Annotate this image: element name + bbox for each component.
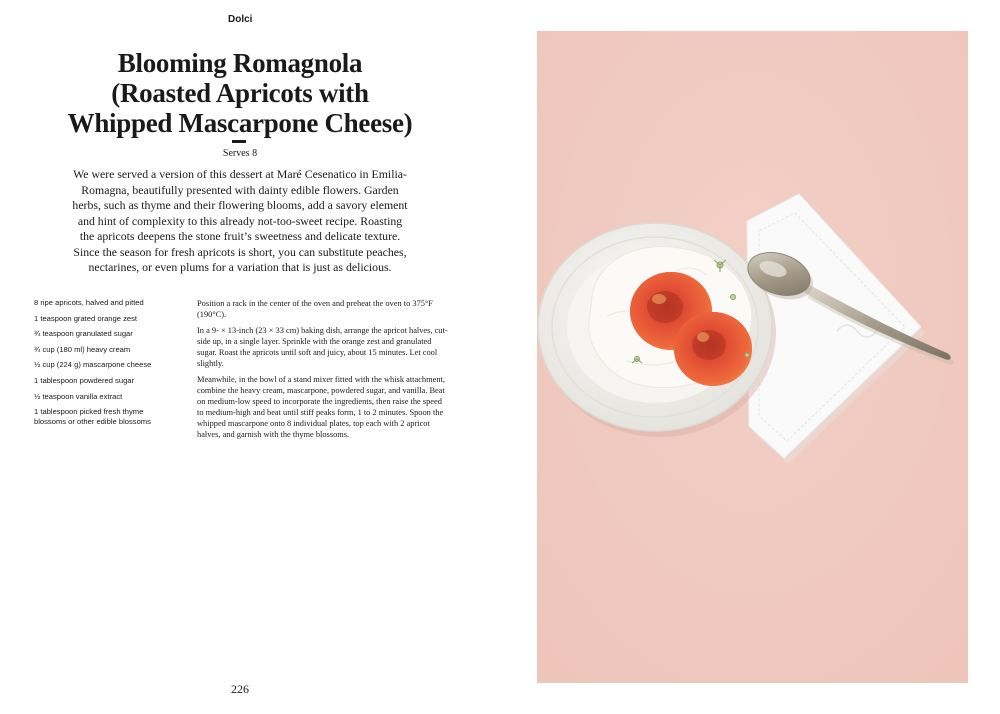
section-label: Dolci [228, 14, 253, 25]
intro-line: We were served a version of this dessert at Maré Cesenatico in Emilia- [73, 167, 407, 181]
intro-line: Romagna, beautifully presented with dainty edible flowers. Garden [81, 182, 399, 197]
ingredient-item: ¾ teaspoon granulated sugar [34, 329, 133, 339]
title-line-3: Whipped Mascarpone Cheese) [67, 108, 413, 138]
ingredient-item: 1 tablespoon picked fresh thyme blossoms or other edible blossoms [34, 407, 151, 427]
ingredient-item: 1 tablespoon powdered sugar [34, 375, 135, 385]
ingredients-list [34, 298, 172, 433]
recipe-intro [60, 167, 420, 276]
apricot-half [674, 312, 752, 386]
intro-line: and hint of complexity to this already not-too-sweet recipe. Roasting [77, 213, 403, 228]
ingredient-item: 1 teaspoon grated orange zest [34, 313, 138, 323]
ingredient-item: 8 ripe apricots, halved and pitted [34, 298, 144, 307]
method-step: In a 9- × 13-inch (23 × 33 cm) baking dish, arrange the apricot halves, cut-side up, in a single layer. Sprinkle with the orange zest and granulated sugar. Roast the apricots until soft and juicy, about 15 minutes. Let cool slightly. [197, 326, 448, 368]
page-number: 226 [231, 682, 249, 696]
ingredient-item: ¾ cup (180 ml) heavy cream [34, 344, 131, 354]
intro-line: nectarines, or even plums for a variation that is just as delicious. [88, 260, 392, 274]
intro-line: Since the season for fresh apricots is short, you can substitute peaches, [73, 244, 407, 259]
ingredient-item: ½ teaspoon vanilla extract [34, 391, 123, 401]
recipe-title [60, 48, 420, 138]
ingredient-item: ½ cup (224 g) mascarpone cheese [34, 360, 152, 370]
serves-label: Serves 8 [222, 148, 258, 159]
intro-line: the apricots deepens the stone fruit’s sweetness and delicate texture. [79, 229, 401, 243]
title-divider [232, 140, 246, 143]
method-step: Position a rack in the center of the oven and preheat the oven to 375°F (190°C). [197, 299, 433, 319]
method-step: Meanwhile, in the bowl of a stand mixer fitted with the whisk attachment, combine the heavy cream, mascarpone, powdered sugar, and vanilla. Beat on medium-low speed to incorporate the ingredients, then raise the speed to medium-high and beat until stiff peaks form, 1 to 2 minutes. Spoon the whipped mascarpone onto 8 individual plates, top each with 2 apricot halves, and garnish with the thyme blossoms. [197, 375, 445, 439]
title-line-2: (Roasted Apricots with [111, 78, 369, 108]
intro-line: herbs, such as thyme and their flowering blooms, add a savory element [72, 198, 408, 212]
method-steps [197, 298, 449, 445]
title-line-1: Blooming Romagnola [117, 48, 363, 78]
dessert-photo [537, 31, 968, 683]
